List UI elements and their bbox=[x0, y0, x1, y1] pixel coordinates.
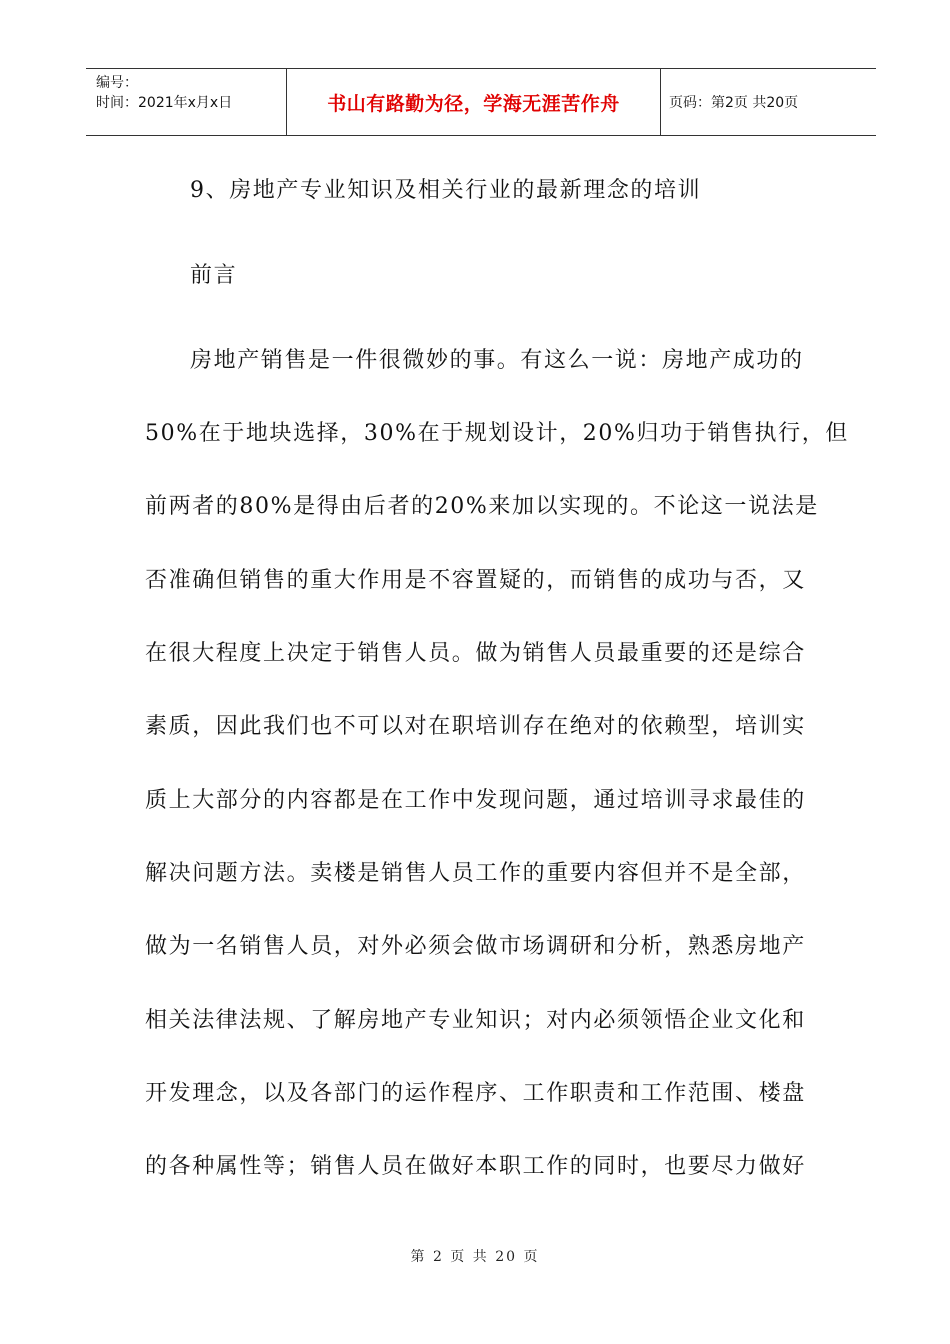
paragraph-line: 素质，因此我们也不可以对在职培训存在绝对的依赖型，培训实 bbox=[145, 714, 806, 739]
paragraph-line: 在很大程度上决定于销售人员。做为销售人员最重要的还是综合 bbox=[145, 641, 806, 666]
preface-title: 前言 bbox=[190, 263, 238, 288]
header-page-info: 页码：第2页 共20页 bbox=[669, 95, 799, 111]
paragraph-line: 前两者的80%是得由后者的20%来加以实现的。不论这一说法是 bbox=[145, 494, 819, 519]
header-meta-cell bbox=[86, 69, 287, 135]
paragraph-line: 质上大部分的内容都是在工作中发现问题，通过培训寻求最佳的 bbox=[145, 788, 806, 813]
document-number-label: 编号： bbox=[96, 75, 138, 91]
paragraph-line: 否准确但销售的重大作用是不容置疑的，而销售的成功与否，又 bbox=[145, 568, 806, 593]
document-header bbox=[86, 68, 876, 136]
paragraph-line: 做为一名销售人员，对外必须会做市场调研和分析，熟悉房地产 bbox=[145, 934, 806, 959]
section-heading: 9、房地产专业知识及相关行业的最新理念的培训 bbox=[190, 178, 702, 203]
paragraph-line: 开发理念，以及各部门的运作程序、工作职责和工作范围、楼盘 bbox=[145, 1081, 806, 1106]
paragraph-line: 解决问题方法。卖楼是销售人员工作的重要内容但并不是全部， bbox=[145, 861, 806, 886]
paragraph-line: 50%在于地块选择，30%在于规划设计，20%归功于销售执行，但 bbox=[145, 421, 849, 446]
document-time-label: 时间：2021年x月x日 bbox=[96, 95, 233, 111]
paragraph-line: 相关法律法规、了解房地产专业知识；对内必须领悟企业文化和 bbox=[145, 1008, 806, 1033]
paragraph-line: 房地产销售是一件很微妙的事。有这么一说：房地产成功的 bbox=[190, 348, 804, 373]
page-footer: 第 2 页 共 20 页 bbox=[410, 1249, 540, 1265]
paragraph-line: 的各种属性等；销售人员在做好本职工作的同时，也要尽力做好 bbox=[145, 1154, 806, 1179]
header-motto: 书山有路勤为径，学海无涯苦作舟 bbox=[287, 69, 661, 135]
